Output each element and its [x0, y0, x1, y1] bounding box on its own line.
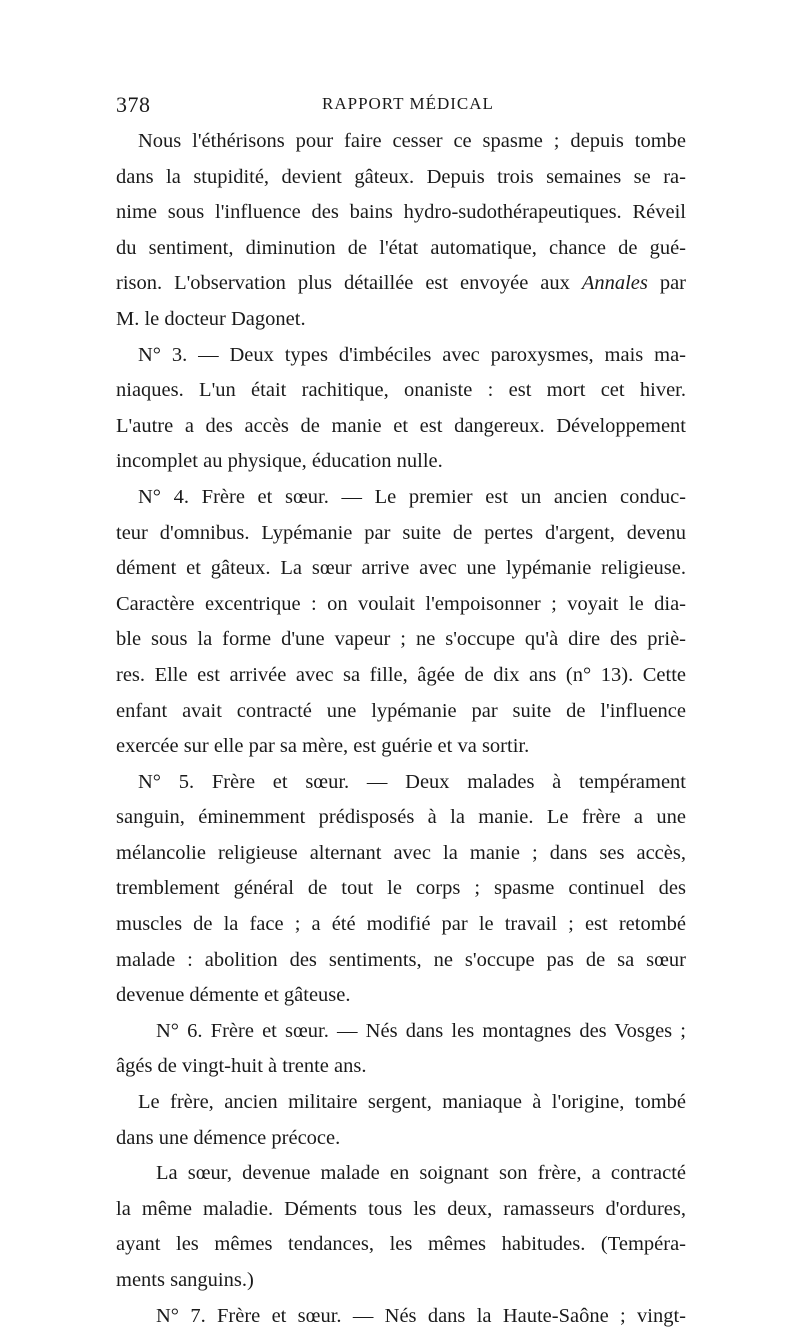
text-line: nime sous l'influence des bains hydro-sudothérapeutiques. Réveil — [116, 201, 686, 224]
text-line: L'autre a des accès de manie et est dangereux. Développement — [116, 414, 686, 437]
text-line: Nous l'éthérisons pour faire cesser ce spasme ; depuis tombe — [138, 130, 686, 152]
text-line: N° 3. — Deux types d'imbéciles avec paroxysmes, mais ma- — [138, 343, 686, 366]
text-line: res. Elle est arrivée avec sa fille, âgée de dix ans (n° 13). Cette — [116, 663, 686, 686]
text-line-part: par — [659, 272, 686, 295]
text-line: du sentiment, diminution de l'état automatique, chance de gué- — [116, 236, 686, 259]
text-line: La sœur, devenue malade en soignant son frère, a contracté — [156, 1162, 686, 1185]
text-line: dans la stupidité, devient gâteux. Depuis trois semaines se ra- — [116, 165, 686, 188]
text-line: muscles de la face ; a été modifié par le travail ; est retombé — [116, 913, 686, 936]
text-line: incomplet au physique, éducation nulle. — [116, 450, 443, 473]
text-line: mélancolie religieuse alternant avec la manie ; dans ses accès, — [116, 841, 686, 864]
text-line: ble sous la forme d'une vapeur ; ne s'occupe qu'à dire des priè- — [116, 628, 686, 651]
text-line: âgés de vingt-huit à trente ans. — [116, 1055, 367, 1078]
text-line: malade : abolition des sentiments, ne s'occupe pas de sa sœur — [116, 948, 686, 971]
text-line: devenue démente et gâteuse. — [116, 984, 351, 1007]
text-line: ayant les mêmes tendances, les mêmes habitudes. (Tempéra- — [116, 1233, 686, 1256]
text-line: Le frère, ancien militaire sergent, maniaque à l'origine, tombé — [138, 1091, 686, 1114]
text-line: M. le docteur Dagonet. — [116, 307, 306, 330]
text-line: enfant avait contracté une lypémanie par suite de l'influence — [116, 699, 686, 722]
text-line: dément et gâteux. La sœur arrive avec une lypémanie religieuse. — [116, 557, 686, 580]
text-line-part: rison. L'observation plus détaillée est envoyée aux — [116, 272, 570, 295]
body-text — [116, 124, 686, 1334]
text-line: ments sanguins.) — [116, 1269, 254, 1291]
text-line: N° 5. Frère et sœur. — Deux malades à tempérament — [138, 770, 686, 793]
text-line: Caractère excentrique : on voulait l'empoisonner ; voyait le dia- — [116, 592, 686, 615]
page-header — [116, 92, 686, 122]
text-line: N° 7. Frère et sœur. — Nés dans la Haute-Saône ; vingt- — [156, 1304, 686, 1327]
text-line: exercée sur elle par sa mère, est guérie et va sortir. — [116, 735, 530, 758]
text-line — [116, 266, 686, 302]
text-line: tremblement général de tout le corps ; spasme continuel des — [116, 877, 686, 900]
journal-title: Annales — [581, 272, 648, 295]
text-line: N° 4. Frère et sœur. — Le premier est un ancien conduc- — [138, 485, 686, 508]
text-line: dans une démence précoce. — [116, 1126, 341, 1149]
text-line: niaques. L'un était rachitique, onaniste : est mort cet hiver. — [116, 379, 686, 402]
text-line: la même maladie. Déments tous les deux, ramasseurs d'ordures, — [116, 1197, 686, 1220]
page-number: 378 — [116, 92, 151, 117]
running-title: RAPPORT MÉDICAL — [322, 94, 494, 113]
text-line: teur d'omnibus. Lypémanie par suite de pertes d'argent, devenu — [116, 521, 686, 544]
text-line: N° 6. Frère et sœur. — Nés dans les montagnes des Vosges ; — [156, 1019, 686, 1042]
text-line: sanguin, éminemment prédisposés à la manie. Le frère a une — [116, 806, 686, 829]
